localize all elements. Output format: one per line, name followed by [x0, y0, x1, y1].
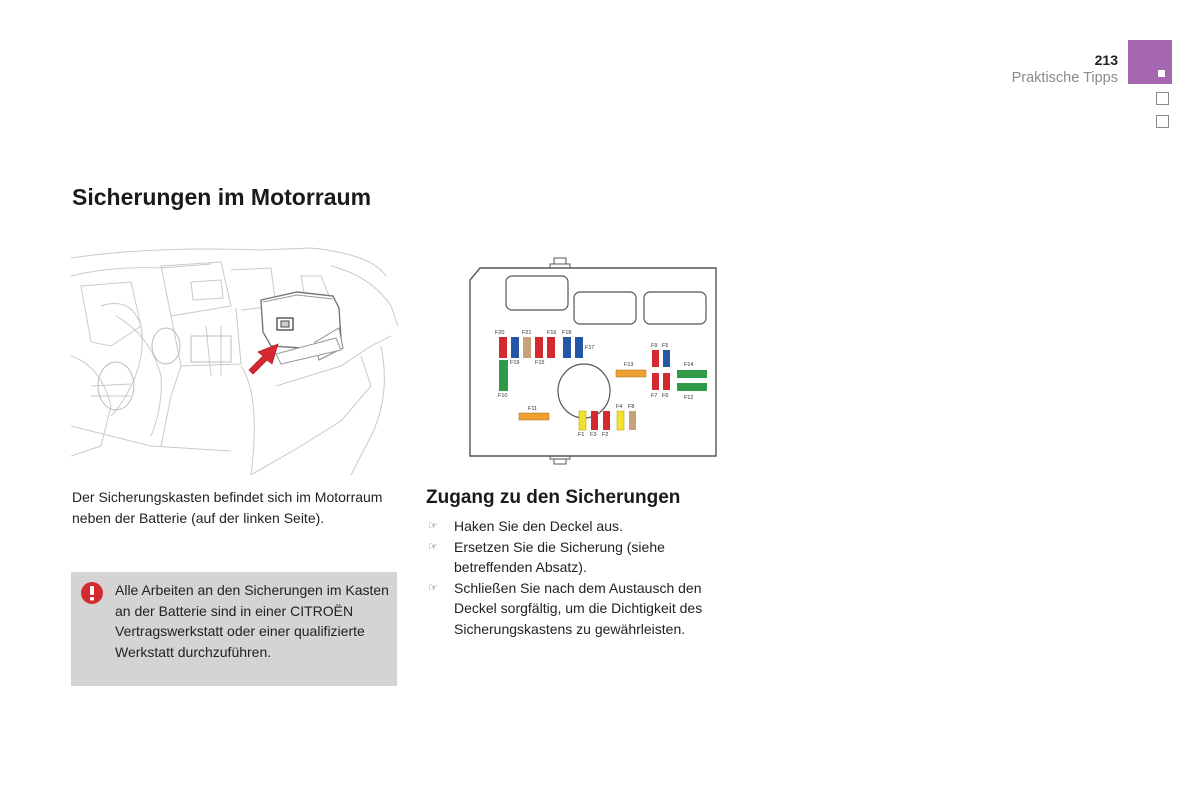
label-f21: F21 [522, 330, 532, 336]
fuse-f10 [499, 360, 508, 391]
list-item [426, 537, 746, 578]
label-f5: F5 [662, 343, 669, 349]
label-f19: F19 [510, 360, 520, 366]
label-f7: F7 [651, 393, 658, 399]
fuse-f16 [547, 337, 555, 358]
pointing-hand-icon: ☞ [428, 581, 438, 594]
fuse-f4 [617, 411, 624, 430]
label-f9: F9 [651, 343, 658, 349]
fuse-f12 [677, 383, 707, 391]
fuse-f15 [535, 337, 543, 358]
fuse-f20 [499, 337, 507, 358]
label-f14: F14 [684, 362, 694, 368]
label-f8: F8 [628, 404, 635, 410]
fuse-f18 [563, 337, 571, 358]
step-text: Haken Sie den Deckel aus. [454, 518, 623, 534]
fuse-f1 [579, 411, 586, 430]
warning-text: Alle Arbeiten an den Sicherungen im Kasten an der Batterie sind in einer CITROËN Vertragswerkstatt oder einer qualifizierte Werkstatt durchzuführen. [115, 582, 389, 660]
fuse-f17 [575, 337, 583, 358]
label-f20: F20 [495, 330, 505, 336]
fuse-f2 [603, 411, 610, 430]
label-f16: F16 [547, 330, 557, 336]
fuse-f19 [511, 337, 519, 358]
list-item [426, 516, 746, 537]
steps-list [426, 516, 746, 639]
pointing-hand-icon: ☞ [428, 520, 438, 532]
fuse-f3 [591, 411, 598, 430]
list-item [426, 578, 746, 640]
section-tab-3[interactable] [1156, 115, 1169, 128]
fuse-f9 [652, 350, 659, 367]
engine-compartment-illustration [71, 246, 398, 475]
section-title: Praktische Tipps [1011, 70, 1118, 86]
label-f6: F6 [662, 393, 669, 399]
pointing-hand-icon: ☞ [428, 540, 438, 553]
label-f10: F10 [498, 393, 508, 399]
fuse-f13 [616, 370, 646, 377]
active-tab-marker [1158, 70, 1165, 77]
fuse-f6 [663, 373, 670, 390]
label-f4: F4 [616, 404, 623, 410]
section-tab-active[interactable] [1128, 40, 1172, 84]
access-heading: Zugang zu den Sicherungen [426, 487, 681, 508]
label-f15: F15 [535, 360, 545, 366]
fuse-f8 [629, 411, 636, 430]
label-f12: F12 [684, 395, 694, 401]
fuse-box-diagram [466, 254, 722, 468]
label-f17: F17 [585, 345, 595, 351]
exclamation-icon [81, 582, 103, 604]
fuse-f21 [523, 337, 531, 358]
fuse-f11 [519, 413, 549, 420]
label-f2: F2 [602, 432, 609, 438]
step-text: Ersetzen Sie die Sicherung (siehe betreffenden Absatz). [454, 538, 665, 575]
warning-box [71, 572, 397, 686]
label-f3: F3 [590, 432, 597, 438]
label-f1: F1 [578, 432, 585, 438]
page-title: Sicherungen im Motorraum [72, 184, 372, 210]
label-f13: F13 [624, 362, 634, 368]
fuse-f5 [663, 350, 670, 367]
intro-paragraph: Der Sicherungskasten befindet sich im Motorraum neben der Batterie (auf der linken Seite). [72, 489, 383, 526]
page-number: 213 [1094, 52, 1118, 68]
label-f18: F18 [562, 330, 572, 336]
label-f11: F11 [528, 406, 538, 412]
step-text: Schließen Sie nach dem Austausch den Deckel sorgfältig, um die Dichtigkeit des Sicherungskastens zu gewährleisten. [454, 579, 703, 637]
section-tab-2[interactable] [1156, 92, 1169, 105]
fuse-f14 [677, 370, 707, 378]
fuse-f7 [652, 373, 659, 390]
